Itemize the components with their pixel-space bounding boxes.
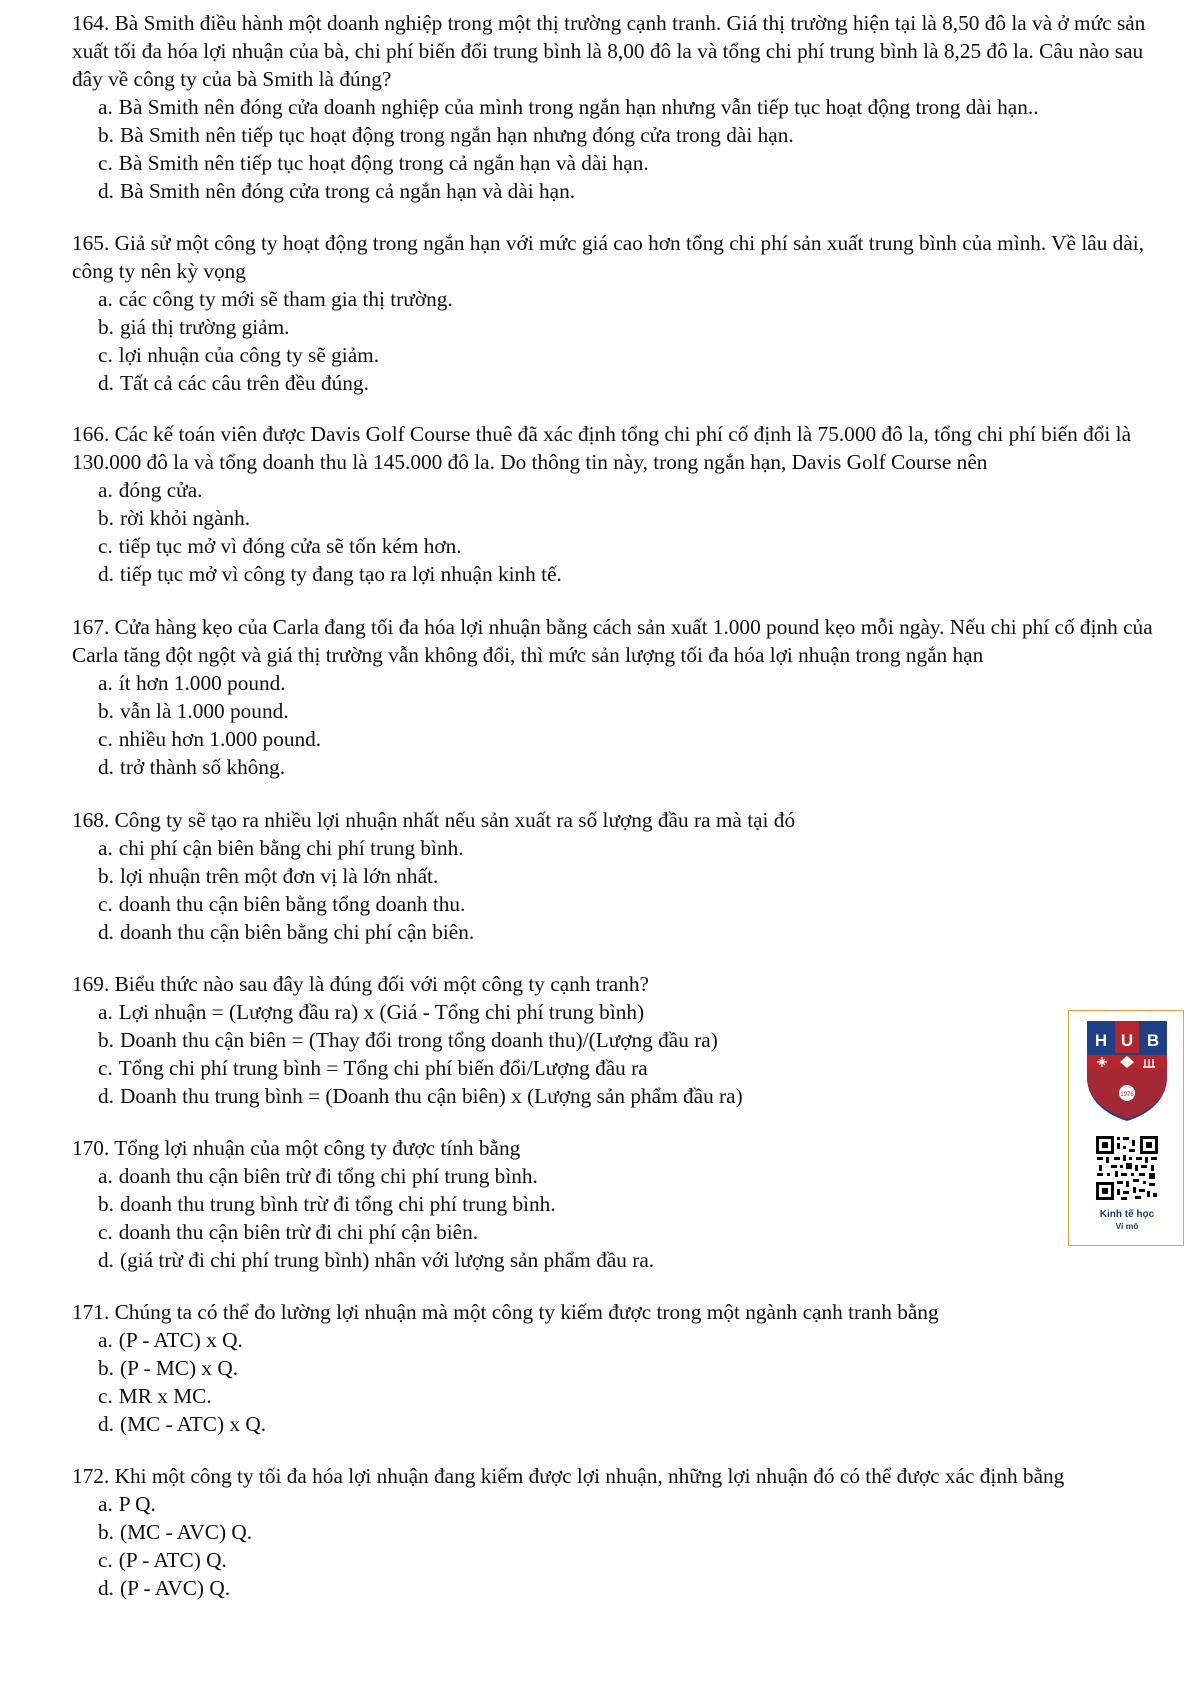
question-168 <box>0 806 1190 946</box>
option-a: a. (P - ATC) x Q. <box>98 1328 243 1352</box>
question-stem: 170. Tổng lợi nhuận của một công ty được tính bằng <box>72 1136 521 1160</box>
svg-text:B: B <box>1146 1031 1160 1050</box>
badge-subcaption: Vi mô <box>1115 1221 1139 1231</box>
option-a: a. doanh thu cận biên trừ đi tổng chi phí trung bình. <box>98 1164 538 1188</box>
option-c: c. MR x MC. <box>98 1384 212 1408</box>
question-stem: 167. Cửa hàng kẹo của Carla đang tối đa hóa lợi nhuận bằng cách sản xuất 1.000 pound kẹo mỗi ngày. Nếu chi phí cố định của Carla tăng đột ngột và giá thị trường vẫn không đổi, thì mức sản lượng tối đa hóa lợi nhuận trong ngắn hạn <box>72 615 1153 667</box>
option-b: b. (P - MC) x Q. <box>98 1356 239 1380</box>
question-169 <box>0 970 1190 1110</box>
option-c: c. lợi nhuận của công ty sẽ giảm. <box>98 343 380 367</box>
question-167 <box>0 613 1190 781</box>
option-d: d. (giá trừ đi chi phí trung bình) nhân với lượng sản phẩm đầu ra. <box>98 1248 655 1272</box>
question-171 <box>0 1298 1190 1438</box>
option-c: c. (P - ATC) Q. <box>98 1548 227 1572</box>
hub-shield-logo-icon <box>1085 1019 1169 1123</box>
option-d: d. Bà Smith nên đóng cửa trong cả ngắn hạn và dài hạn. <box>98 179 576 203</box>
question-170 <box>0 1134 1190 1274</box>
option-b: b. doanh thu trung bình trừ đi tổng chi phí trung bình. <box>98 1192 556 1216</box>
option-c: c. doanh thu cận biên bằng tổng doanh thu. <box>98 892 466 916</box>
question-164 <box>0 9 1190 205</box>
option-a: a. các công ty mới sẽ tham gia thị trường. <box>98 287 453 311</box>
option-b: b. (MC - AVC) Q. <box>98 1520 253 1544</box>
badge-caption: Kinh tế học <box>1099 1209 1155 1220</box>
option-d: d. doanh thu cận biên bằng chi phí cận biên. <box>98 920 475 944</box>
svg-text:U: U <box>1120 1031 1134 1050</box>
option-c: c. tiếp tục mở vì đóng cửa sẽ tốn kém hơn. <box>98 534 462 558</box>
option-c: c. Bà Smith nên tiếp tục hoạt động trong cả ngắn hạn và dài hạn. <box>98 151 649 175</box>
svg-text:1976: 1976 <box>1120 1092 1134 1098</box>
option-a: a. đóng cửa. <box>98 478 203 502</box>
option-c: c. doanh thu cận biên trừ đi chi phí cận biên. <box>98 1220 479 1244</box>
option-a: a. Lợi nhuận = (Lượng đầu ra) x (Giá - Tổng chi phí trung bình) <box>98 1000 645 1024</box>
question-stem: 168. Công ty sẽ tạo ra nhiều lợi nhuận nhất nếu sản xuất ra số lượng đầu ra mà tại đó <box>72 808 796 832</box>
question-stem: 169. Biểu thức nào sau đây là đúng đối với một công ty cạnh tranh? <box>72 972 649 996</box>
option-d: d. (P - AVC) Q. <box>98 1576 231 1600</box>
question-166 <box>0 420 1190 588</box>
question-172 <box>0 1462 1190 1602</box>
option-d: d. Tất cả các câu trên đều đúng. <box>98 371 369 395</box>
question-stem: 164. Bà Smith điều hành một doanh nghiệp trong một thị trường cạnh tranh. Giá thị trường hiện tại là 8,50 đô la và ở mức sản xuất tối đa hóa lợi nhuận của bà, chi phí biến đổi trung bình là 8,00 đô la và tổng chi phí trung bình là 8,25 đô la. Câu nào sau đây về công ty của bà Smith là đúng? <box>72 11 1146 91</box>
option-c: c. Tổng chi phí trung bình = Tổng chi phí biến đổi/Lượng đầu ra <box>98 1056 648 1080</box>
option-b: b. lợi nhuận trên một đơn vị là lớn nhất. <box>98 864 439 888</box>
option-b: b. giá thị trường giảm. <box>98 315 290 339</box>
option-b: b. Bà Smith nên tiếp tục hoạt động trong ngắn hạn nhưng đóng cửa trong dài hạn. <box>98 123 794 147</box>
option-d: d. tiếp tục mở vì công ty đang tạo ra lợi nhuận kinh tế. <box>98 562 562 586</box>
question-stem: 165. Giả sử một công ty hoạt động trong ngắn hạn với mức giá cao hơn tổng chi phí sản xuất trung bình của mình. Về lâu dài, công ty nên kỳ vọng <box>72 231 1145 283</box>
option-d: d. Doanh thu trung bình = (Doanh thu cận biên) x (Lượng sản phẩm đầu ra) <box>98 1084 743 1108</box>
option-a: a. Bà Smith nên đóng cửa doanh nghiệp của mình trong ngắn hạn nhưng vẫn tiếp tục hoạt động trong dài hạn.. <box>98 95 1039 119</box>
option-d: d. (MC - ATC) x Q. <box>98 1412 267 1436</box>
svg-text:H: H <box>1094 1031 1108 1050</box>
option-c: c. nhiều hơn 1.000 pound. <box>98 727 322 751</box>
option-b: b. rời khỏi ngành. <box>98 506 251 530</box>
question-stem: 171. Chúng ta có thể đo lường lợi nhuận mà một công ty kiếm được trong một ngành cạnh tranh bằng <box>72 1300 939 1324</box>
question-165 <box>0 229 1190 397</box>
option-a: a. P Q. <box>98 1492 156 1516</box>
option-b: b. Doanh thu cận biên = (Thay đổi trong tổng doanh thu)/(Lượng đầu ra) <box>98 1028 718 1052</box>
option-d: d. trở thành số không. <box>98 755 286 779</box>
question-stem: 166. Các kế toán viên được Davis Golf Course thuê đã xác định tổng chi phí cố định là 75.000 đô la, tổng chi phí biến đổi là 130.000 đô la và tổng doanh thu là 145.000 đô la. Do thông tin này, trong ngắn hạn, Davis Golf Course nên <box>72 422 1132 474</box>
qr-code-icon <box>1095 1135 1159 1201</box>
hub-badge <box>1068 1010 1184 1246</box>
question-stem: 172. Khi một công ty tối đa hóa lợi nhuận đang kiếm được lợi nhuận, những lợi nhuận đó có thể được xác định bằng <box>72 1464 1065 1488</box>
option-b: b. vẫn là 1.000 pound. <box>98 699 289 723</box>
option-a: a. chi phí cận biên bằng chi phí trung bình. <box>98 836 464 860</box>
option-a: a. ít hơn 1.000 pound. <box>98 671 286 695</box>
